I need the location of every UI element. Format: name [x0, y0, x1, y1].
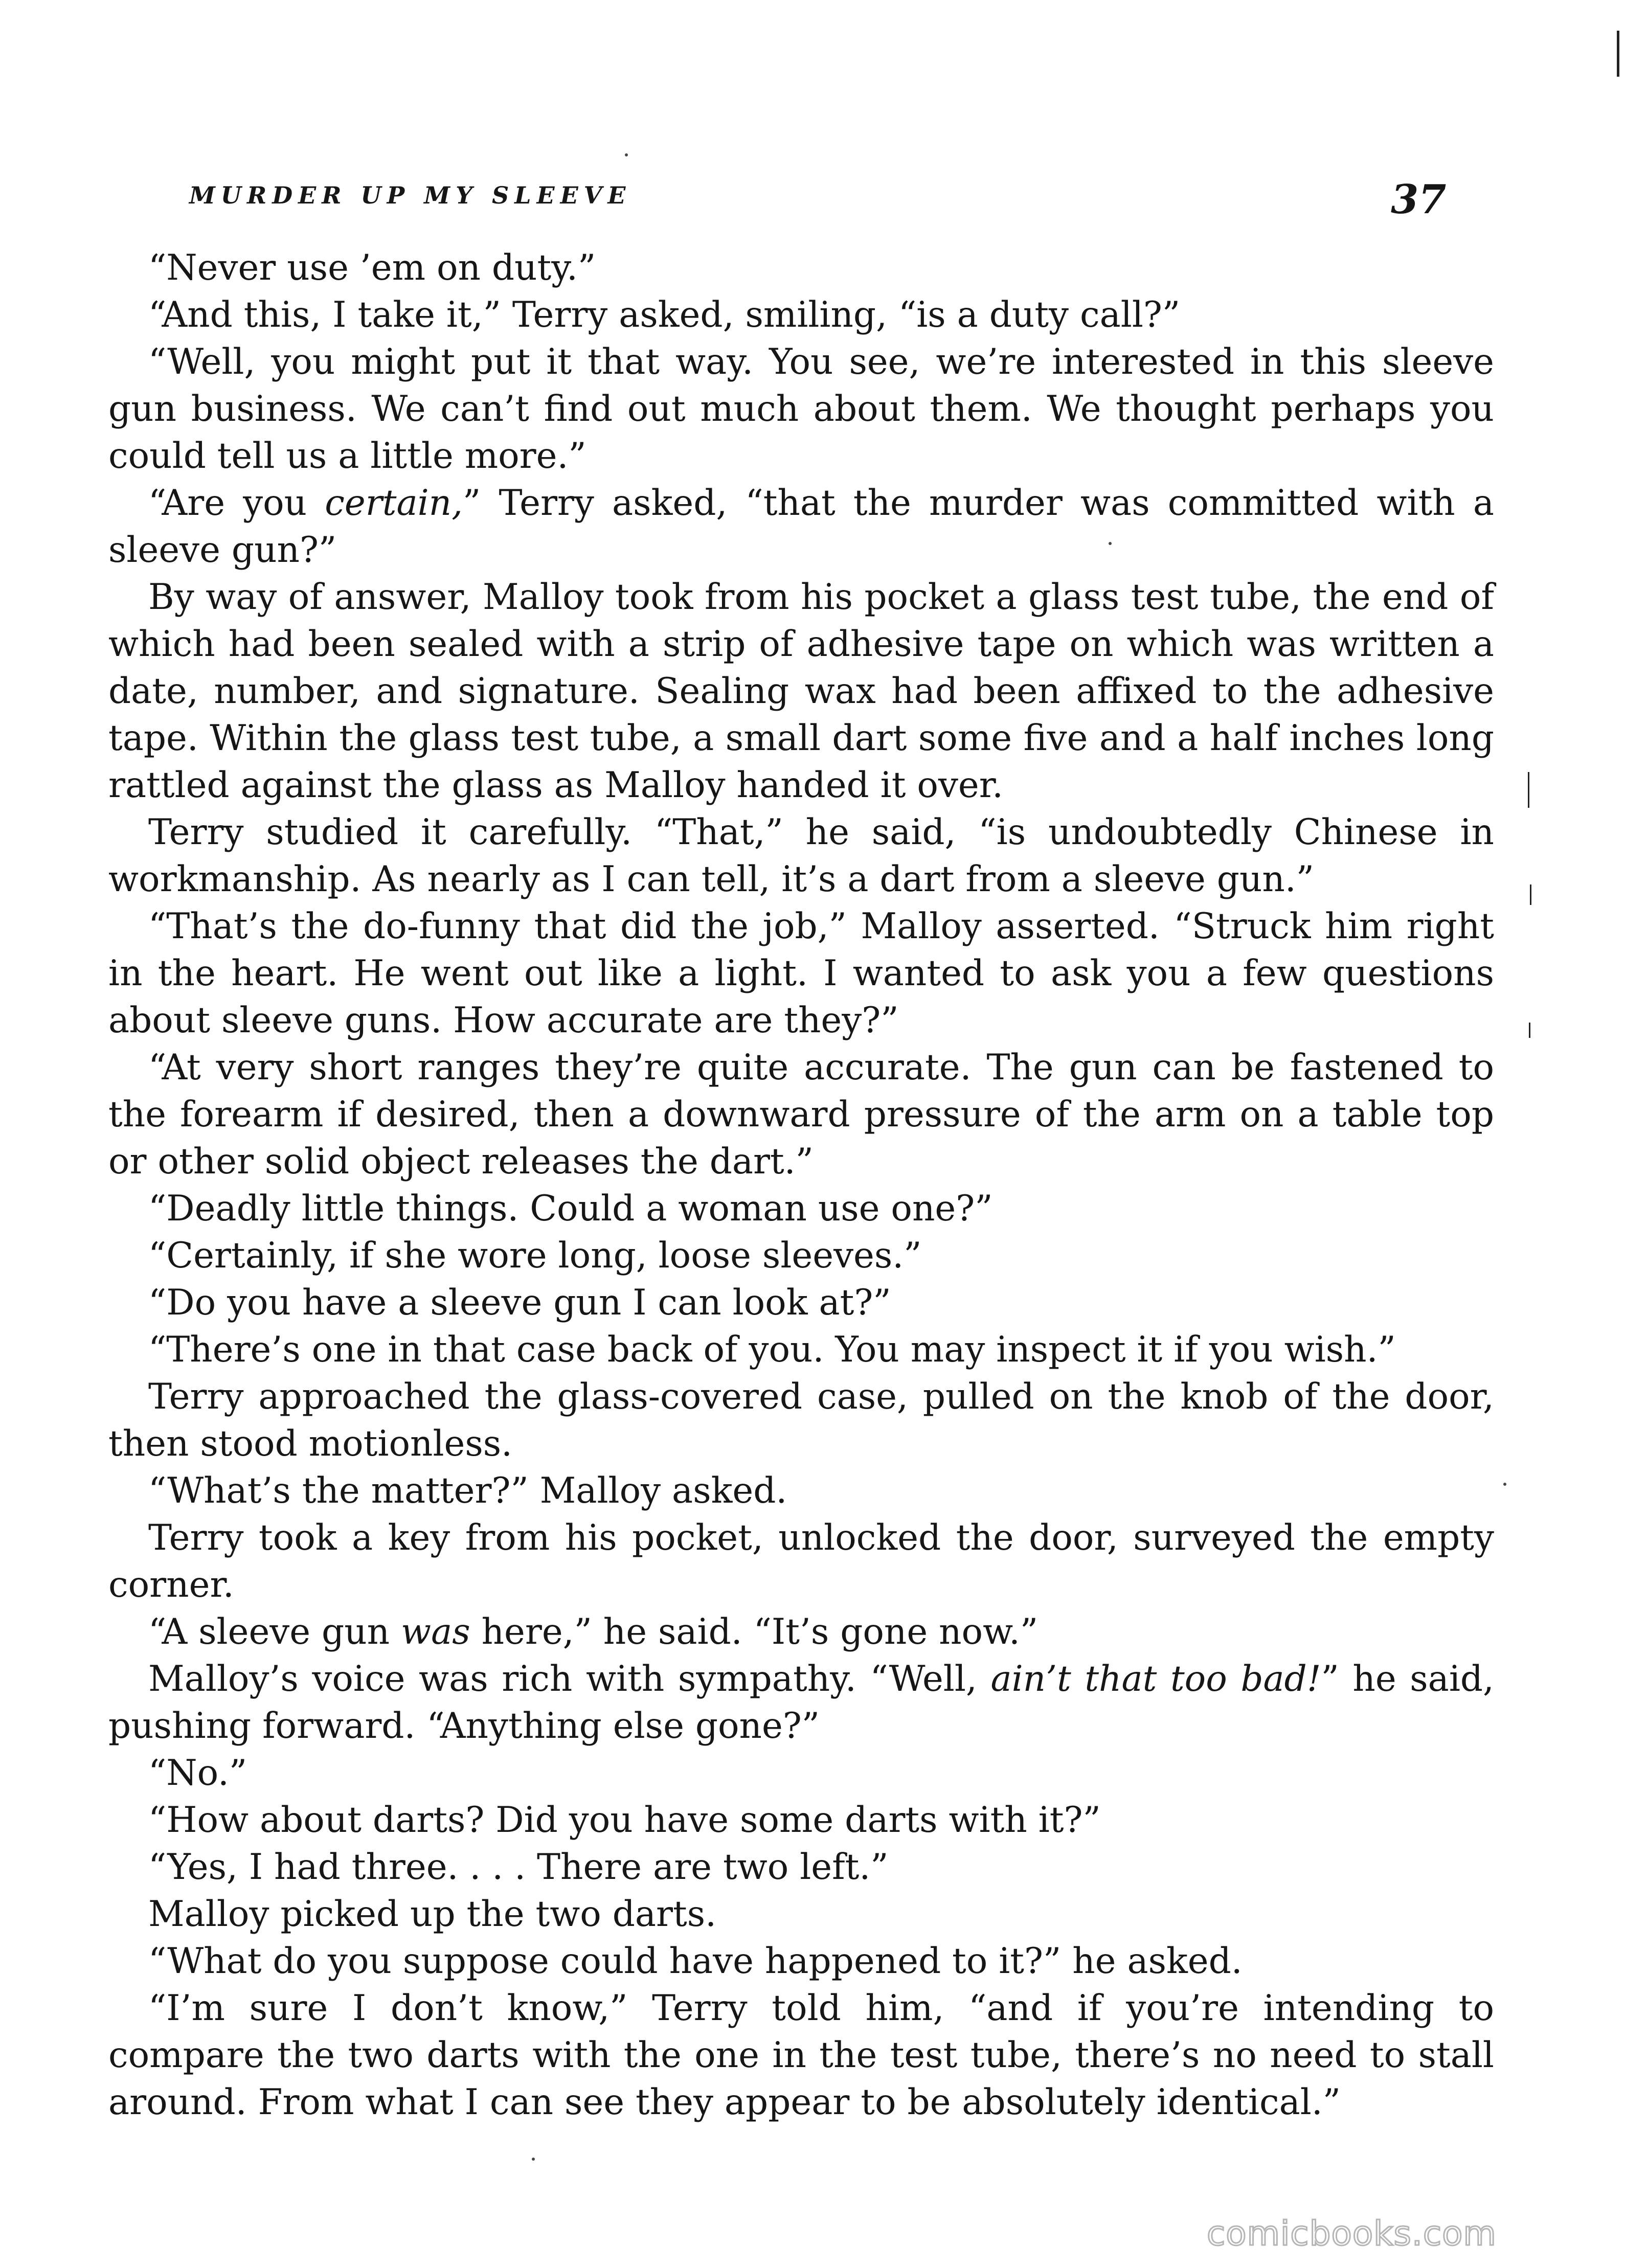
scan-mark — [1529, 1023, 1530, 1038]
text-run: “Well, you might put it that way. You see, we’re interested in this sleeve gun business. We can’t find out much about them. We thought perhaps you could tell us a little more.” — [108, 342, 1494, 477]
text-run: here,” he said. “It’s gone now.” — [470, 1612, 1039, 1652]
paragraph — [108, 1232, 1494, 1279]
paragraph — [108, 1797, 1494, 1844]
paragraph — [108, 903, 1494, 1044]
text-run: Malloy picked up the two darts. — [148, 1894, 717, 1935]
paragraph — [108, 480, 1494, 574]
italic-text: ain’t that too bad! — [990, 1659, 1321, 1699]
paragraph — [108, 1985, 1494, 2126]
scan-speck — [625, 153, 628, 156]
scan-mark — [1528, 772, 1529, 808]
text-run: “Are you — [148, 483, 325, 524]
italic-text: was — [401, 1612, 470, 1652]
paragraph — [108, 1844, 1494, 1891]
paragraph — [108, 338, 1494, 480]
text-run: “What’s the matter?” Malloy asked. — [148, 1470, 787, 1511]
paragraph — [108, 1185, 1494, 1232]
paragraph — [108, 574, 1494, 809]
paragraph — [108, 291, 1494, 338]
paragraph — [108, 1655, 1494, 1750]
page-number: 37 — [1391, 176, 1447, 223]
running-head: MURDER UP MY SLEEVE — [189, 182, 631, 209]
scan-mark — [1530, 884, 1531, 905]
scan-mark — [1617, 31, 1619, 77]
text-run: “How about darts? Did you have some darts with it?” — [148, 1800, 1101, 1841]
body-text — [108, 244, 1494, 2126]
text-run: Malloy’s voice was rich with sympathy. “Well, — [148, 1659, 991, 1699]
paragraph — [108, 1044, 1494, 1185]
paragraph — [108, 244, 1494, 291]
text-run: “That’s the do-funny that did the job,” Malloy asserted. “Struck him right in the heart. He went out like a light. I wanted to ask you a few questions about sleeve guns. How accurate are they?” — [108, 906, 1494, 1041]
text-run: “No.” — [148, 1753, 247, 1794]
paragraph — [108, 1750, 1494, 1797]
text-run: “Deadly little things. Could a woman use one?” — [148, 1188, 993, 1229]
paragraph — [108, 1373, 1494, 1467]
text-run: “What do you suppose could have happened to it?” he asked. — [148, 1941, 1243, 1982]
scan-speck — [532, 2158, 535, 2161]
text-run: Terry studied it carefully. “That,” he said, “is undoubtedly Chinese in workmanship. As nearly as I can tell, it’s a dart from a sleeve gun.” — [108, 812, 1494, 900]
text-run: “Do you have a sleeve gun I can look at?” — [148, 1282, 891, 1323]
text-run: “A sleeve gun — [148, 1612, 401, 1652]
paragraph — [108, 1326, 1494, 1373]
text-run: “I’m sure I don’t know,” Terry told him, “and if you’re intending to compare the two darts with the one in the test tube, there’s no need to stall around. From what I can see they appear to be absolutely identical.” — [108, 1988, 1494, 2123]
text-run: ” Terry asked, “that the murder was committed with a sleeve gun?” — [108, 483, 1494, 571]
text-run: Terry took a key from his pocket, unlocked the door, surveyed the empty corner. — [108, 1517, 1494, 1605]
paragraph — [108, 1938, 1494, 1985]
text-run: Terry approached the glass-covered case, pulled on the knob of the door, then stood motionless. — [108, 1376, 1494, 1464]
paragraph — [108, 1891, 1494, 1938]
scan-speck — [1503, 1483, 1506, 1486]
text-run: “Never use ’em on duty.” — [148, 247, 596, 288]
text-run: “There’s one in that case back of you. You may inspect it if you wish.” — [148, 1329, 1396, 1370]
text-run: By way of answer, Malloy took from his pocket a glass test tube, the end of which had been sealed with a strip of adhesive tape on which was written a date, number, and signature. Sealing wax had been affixed to the adhesive tape. Within the glass test tube, a small dart some five and a half inches long rattled against the glass as Malloy handed it over. — [108, 577, 1494, 806]
watermark-logo: comicbooks.com — [1207, 2214, 1497, 2253]
italic-text: certain, — [325, 483, 463, 524]
paragraph — [108, 1279, 1494, 1326]
paragraph — [108, 1467, 1494, 1514]
paragraph — [108, 1514, 1494, 1608]
text-run: ” he said, pushing forward. “Anything else gone?” — [108, 1659, 1494, 1747]
paragraph — [108, 809, 1494, 903]
text-run: “And this, I take it,” Terry asked, smiling, “is a duty call?” — [148, 294, 1181, 335]
text-run: “At very short ranges they’re quite accurate. The gun can be fastened to the forearm if desired, then a downward pressure of the arm on a table top or other solid object releases the dart.” — [108, 1047, 1494, 1182]
paragraph — [108, 1608, 1494, 1655]
text-run: “Yes, I had three. . . . There are two left.” — [148, 1847, 889, 1888]
scan-speck — [1109, 542, 1112, 545]
text-run: “Certainly, if she wore long, loose sleeves.” — [148, 1235, 922, 1276]
